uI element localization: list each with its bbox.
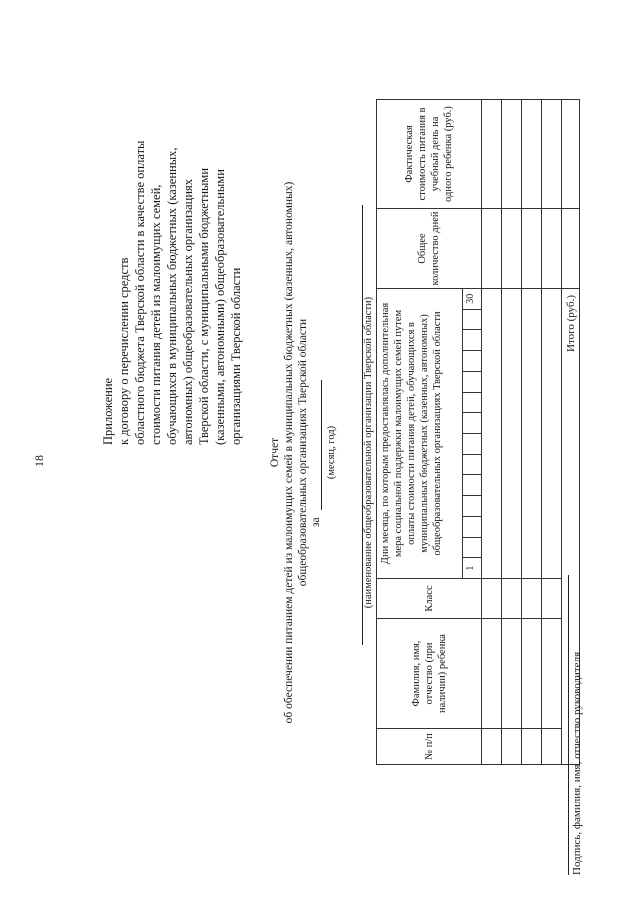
total-label: Итого (руб.) bbox=[562, 289, 580, 765]
report-subtitle-line: общеобразовательных организациях Тверской области bbox=[297, 318, 309, 587]
day-first: 1 bbox=[465, 565, 476, 571]
appendix-line: организациями Тверской области bbox=[229, 267, 243, 445]
report-heading bbox=[268, 0, 310, 905]
day-number-row bbox=[463, 289, 481, 578]
table-row bbox=[542, 100, 562, 765]
header-total-days: Общее количество дней bbox=[377, 209, 482, 289]
appendix-line: областного бюджета Тверской области в качестве оплаты bbox=[133, 140, 147, 445]
header-cost: Фактическая стоимость питания в учебный день на одного ребенка (руб.) bbox=[377, 100, 482, 209]
appendix-line: Тверской области, с муниципальными бюджетными bbox=[197, 167, 211, 445]
day-last: 30 bbox=[463, 289, 481, 310]
signature-caption: Подпись, фамилия, имя, отчество руководителя bbox=[568, 575, 583, 875]
appendix-line: обучающихся в муниципальных бюджетных (казенных, bbox=[165, 147, 179, 445]
appendix-block bbox=[100, 5, 244, 445]
table-row bbox=[502, 100, 522, 765]
appendix-line: (казенными, автономными) общеобразовательными bbox=[213, 169, 227, 445]
report-subtitle-line: об обеспечении питанием детей из малоимущих семей в муниципальных бюджетных (казенных, автономных) bbox=[283, 181, 295, 724]
header-days bbox=[377, 289, 482, 579]
appendix-title: Приложение bbox=[101, 377, 115, 445]
table-row bbox=[482, 100, 502, 765]
period-blank-line bbox=[309, 380, 322, 510]
total-value-cell bbox=[562, 100, 580, 209]
appendix-line: автономных) общеобразовательных организациях bbox=[181, 178, 195, 445]
period-caption: (месяц, год) bbox=[326, 425, 337, 480]
appendix-line: стоимости питания детей из малоимущих семей, bbox=[149, 184, 163, 445]
org-caption: (наименование общеобразовательной организации Тверской области) bbox=[363, 296, 374, 609]
page-number: 18 bbox=[32, 455, 46, 467]
table-header-row bbox=[377, 100, 464, 765]
report-title: Отчет bbox=[269, 437, 281, 468]
period-field bbox=[309, 380, 322, 527]
header-num: № п/п bbox=[377, 729, 482, 765]
report-table bbox=[376, 99, 580, 765]
header-days-text: Дни месяца, по которым предоставлялась дополнительная мера социальной поддержки малоимущих семей путем оплаты стоимости питания детей, обучающихся в муниципальных бюджетных (казенных, автономных) общеобразовательных организациях Тверской области bbox=[377, 289, 463, 578]
appendix-line: к договору о перечислении средств bbox=[117, 257, 131, 445]
header-name: Фамилия, имя, отчество (при наличии) ребенка bbox=[377, 619, 482, 729]
period-prefix: за bbox=[310, 517, 322, 527]
header-class: Класс bbox=[377, 579, 482, 619]
table-row bbox=[522, 100, 542, 765]
